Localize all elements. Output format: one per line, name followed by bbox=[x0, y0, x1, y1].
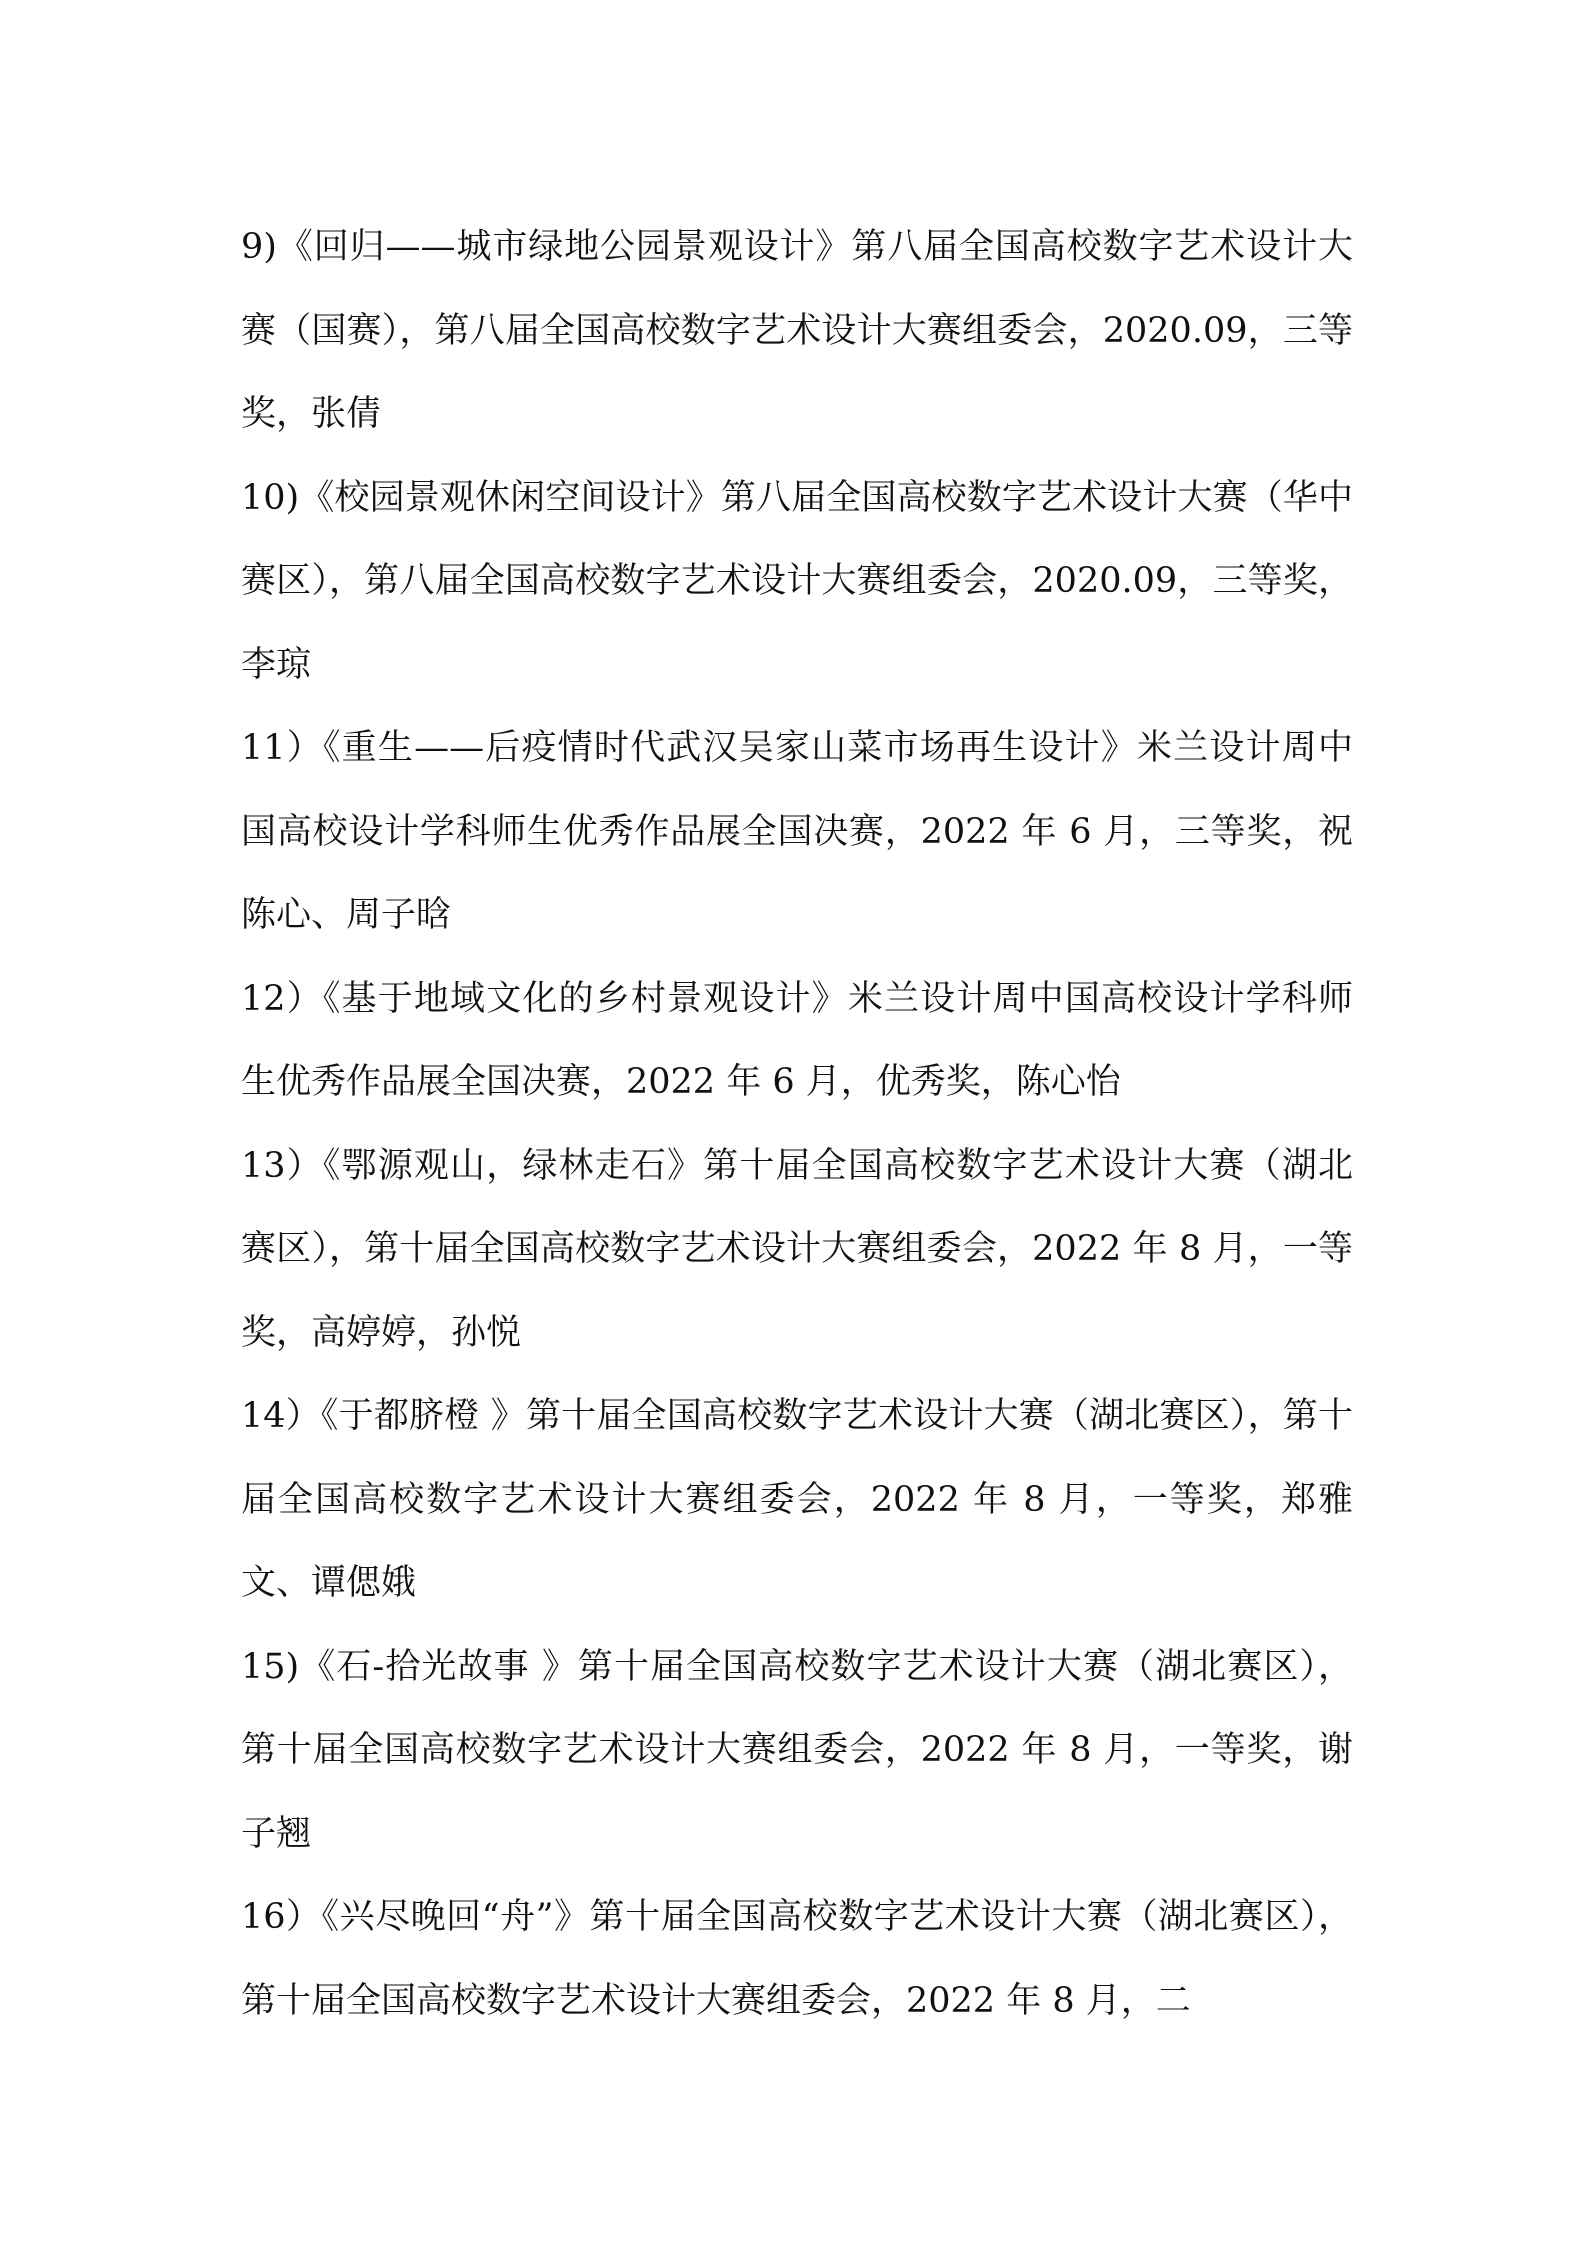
award-entry-12: 12）《基于地域文化的乡村景观设计》米兰设计周中国高校设计学科师生优秀作品展全国决赛，2022 年 6 月，优秀奖，陈心怡 bbox=[241, 978, 1353, 1102]
award-entry-11: 11）《重生——后疫情时代武汉吴家山菜市场再生设计》米兰设计周中国高校设计学科师生优秀作品展全国决赛，2022 年 6 月，三等奖，祝陈心、周子晗 bbox=[241, 728, 1353, 935]
award-entry-10: 10)《校园景观休闲空间设计》第八届全国高校数字艺术设计大赛（华中赛区），第八届全国高校数字艺术设计大赛组委会，2020.09，三等奖，李琼 bbox=[241, 477, 1353, 685]
award-entry-13: 13）《鄂源观山，绿林走石》第十届全国高校数字艺术设计大赛（湖北赛区），第十届全国高校数字艺术设计大赛组委会，2022 年 8 月，一等奖，高婷婷，孙悦 bbox=[241, 1145, 1353, 1353]
award-entry-15: 15)《石-拾光故事 》第十届全国高校数字艺术设计大赛（湖北赛区），第十届全国高校数字艺术设计大赛组委会，2022 年 8 月，一等奖，谢子翘 bbox=[241, 1646, 1353, 1854]
award-entry-16: 16）《兴尽晚回“舟”》第十届全国高校数字艺术设计大赛（湖北赛区），第十届全国高校数字艺术设计大赛组委会，2022 年 8 月，二 bbox=[241, 1897, 1353, 2021]
award-list bbox=[241, 206, 1353, 2043]
award-entry-9: 9)《回归——城市绿地公园景观设计》第八届全国高校数字艺术设计大赛（国赛），第八届全国高校数字艺术设计大赛组委会，2020.09，三等奖，张倩 bbox=[241, 227, 1353, 434]
award-entry-14: 14）《于都脐橙 》第十届全国高校数字艺术设计大赛（湖北赛区），第十届全国高校数字艺术设计大赛组委会，2022 年 8 月，一等奖，郑雅文、谭偲娥 bbox=[241, 1396, 1353, 1603]
